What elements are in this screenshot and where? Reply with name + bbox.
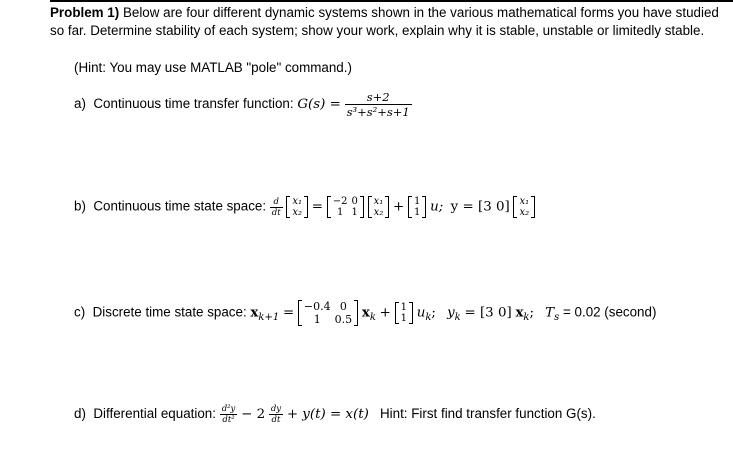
matrix-B (408, 196, 426, 218)
part-d (74, 404, 596, 425)
output-eq-discrete: = [3 0] (464, 305, 512, 321)
a12: 0 (351, 196, 358, 207)
uk: u (416, 305, 426, 321)
uk-sub: k (425, 312, 432, 324)
part-d-hint: Hint: First find transfer function G(s). (379, 406, 596, 422)
ad11: −0.4 (303, 300, 331, 313)
x1-rhs: x₁ (373, 196, 384, 207)
part-a-label: a) (74, 96, 86, 112)
d-symbol: d (270, 197, 283, 208)
a11: −2 (332, 196, 348, 207)
part-c: c) Discrete time state space: $x_{k+1}$ = −0.4 0 1 0.5 $x_k$ + 1 1 $u_k$; $y_k = [3$ 0] $x_k$; $T_s = 0.02$ (second) (74, 300, 657, 326)
matrix-B-discrete (395, 302, 413, 324)
first-derivative (269, 404, 283, 425)
tf-denominator: s³+s²+s+1 (346, 105, 410, 119)
bd1: 1 (400, 302, 407, 313)
x2-out: x₂ (519, 207, 530, 218)
xk-out-sub: k (523, 312, 530, 324)
x2-rhs: x₂ (373, 207, 384, 218)
input-u: u; (430, 199, 444, 215)
sample-time-sub: s (554, 312, 560, 324)
minus-two: − 2 (241, 407, 266, 423)
part-d-text: Differential equation: (93, 406, 216, 422)
xk-sub: k (369, 312, 376, 324)
b2: 1 (413, 207, 421, 218)
ad22: 0.5 (334, 313, 353, 326)
yk-sub: k (454, 312, 461, 324)
problem-text: Below are four different dynamic systems shown in the various mathematical forms you have studied so far. Determine stability of each system; show your work, explain why it is stable, unstable or limitedly stable. (50, 5, 719, 38)
transfer-function (345, 90, 412, 119)
x-next-sub: k+1 (258, 312, 280, 324)
second-derivative (220, 404, 238, 425)
state-vector-out (513, 196, 535, 218)
state-vector-rhs (368, 196, 390, 218)
part-d-label: d) (74, 406, 86, 422)
a22: 1 (351, 207, 358, 218)
bd2: 1 (400, 313, 407, 324)
sample-time-value: = 0.02 (second) (562, 304, 657, 320)
x2: x₂ (292, 207, 303, 218)
xk: x (361, 304, 370, 321)
tf-numerator: s+2 (345, 90, 412, 105)
x-next: x (250, 304, 259, 321)
a21: 1 (336, 207, 344, 218)
ad21: 1 (313, 313, 321, 326)
dt-symbol: dt (271, 207, 281, 218)
x1-out: x₁ (519, 196, 530, 207)
part-a (74, 90, 412, 119)
xk-out: x (515, 304, 524, 321)
derivative-operator (270, 197, 283, 218)
problem-statement (50, 4, 725, 40)
part-c-label: c) (74, 304, 86, 320)
problem-heading: Problem 1) (50, 5, 120, 20)
b1: 1 (413, 196, 421, 207)
part-b-label: b) (74, 198, 86, 214)
part-a-text: Continuous time transfer function: (93, 96, 294, 112)
yk: y (447, 305, 455, 321)
dt2: dt² (222, 415, 235, 425)
matrix-A-discrete (298, 300, 358, 326)
x1: x₁ (292, 196, 303, 207)
part-b-text: Continuous time state space: (93, 198, 267, 214)
dy: dy (270, 404, 282, 414)
equation-rest: + y(t) = x(t) (286, 407, 369, 423)
part-c-text: Discrete time state space: (92, 304, 247, 320)
output-eq: y = [3 0] (450, 199, 510, 215)
matrix-A (327, 196, 364, 218)
sample-time: T (545, 305, 555, 321)
dt: dt (271, 415, 281, 425)
part-b: b) Continuous time state space: $\frac{d}{dt}$ x₁ x₂ = −2 0 1 1 x₁ x₂ + 1 1 u; y = [3 0] x₁ x₂ (74, 196, 535, 218)
top-rule (50, 0, 733, 2)
state-vector (286, 196, 308, 218)
matlab-hint: (Hint: You may use MATLAB "pole" command.) (74, 60, 352, 75)
ad12: 0 (339, 300, 347, 313)
d2y: d²y (221, 404, 236, 414)
transfer-function-lhs: G(s) = (297, 97, 341, 113)
